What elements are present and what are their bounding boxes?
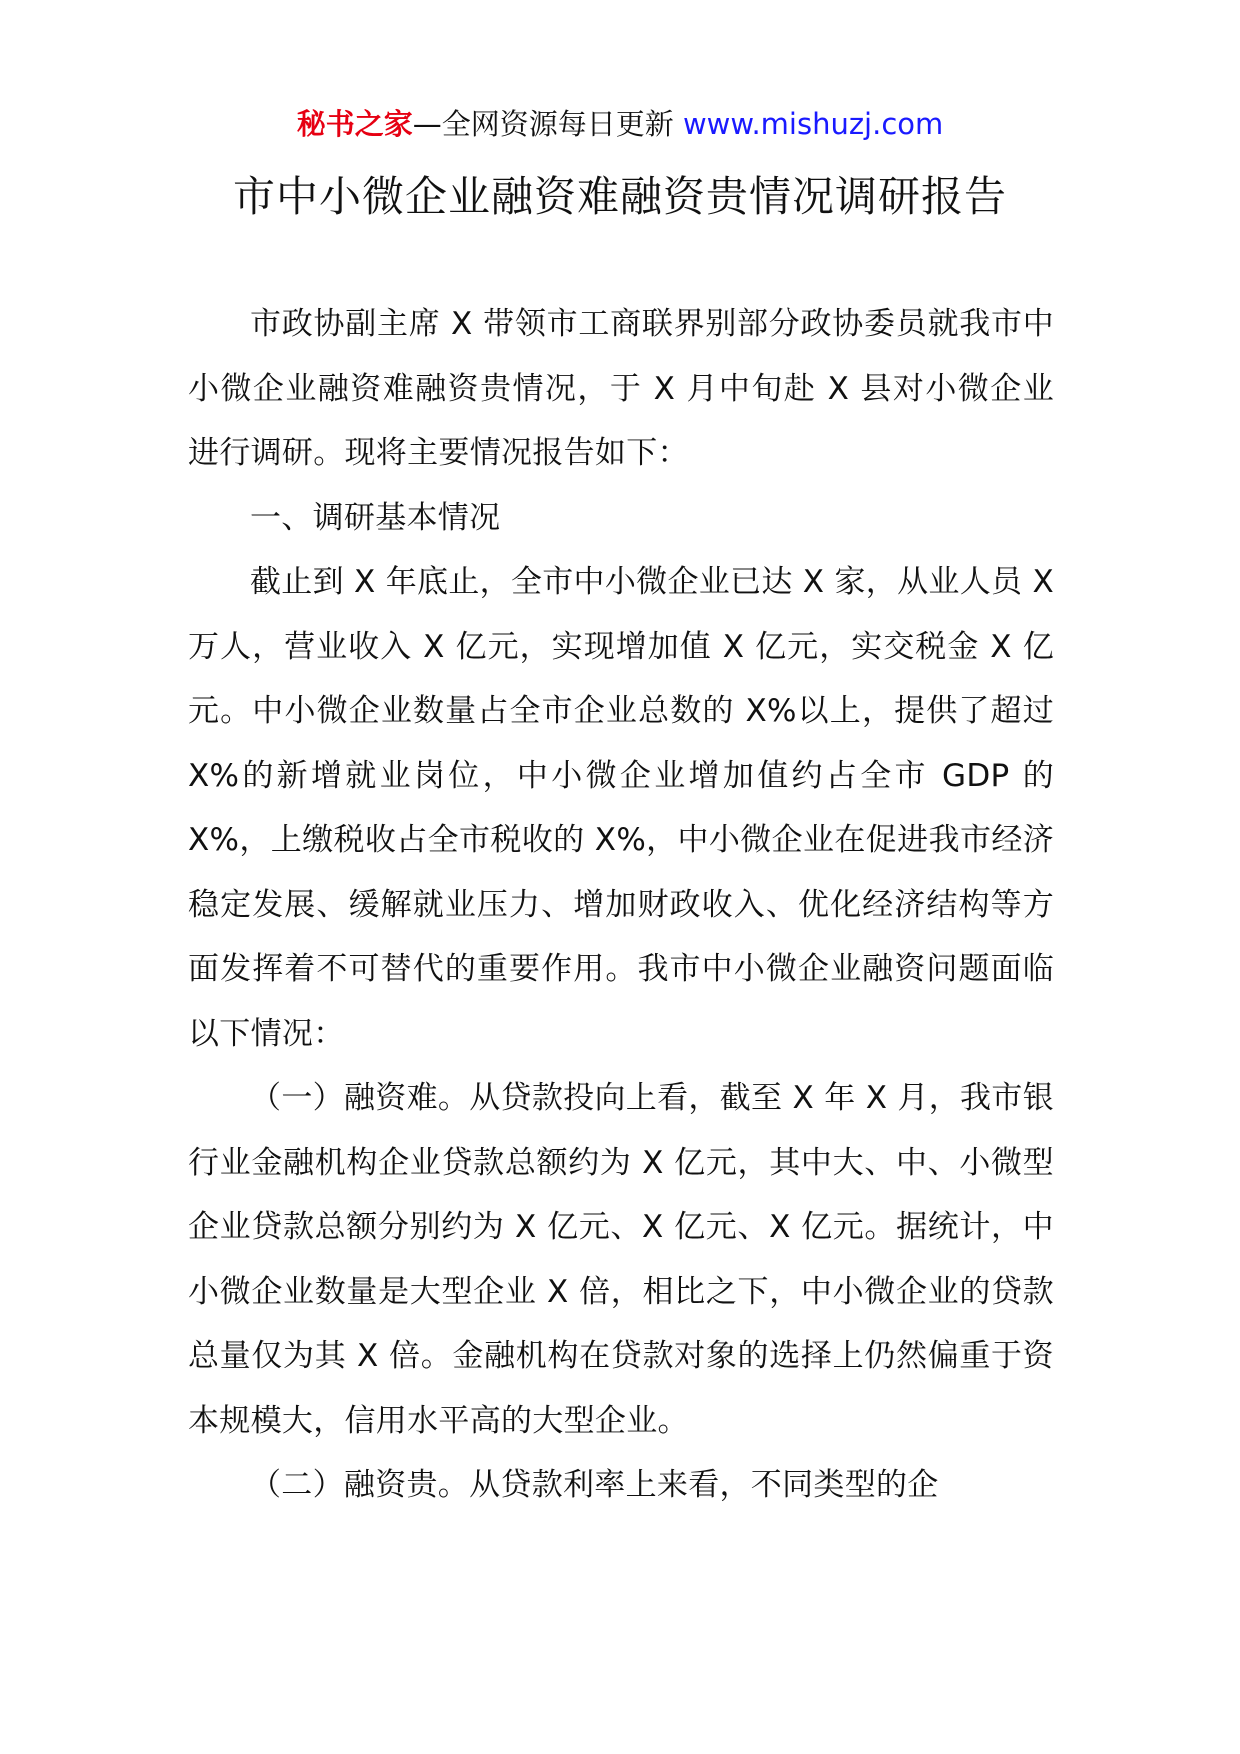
body-paragraph: （二）融资贵。从贷款利率上来看，不同类型的企 [250,1467,939,1503]
document-title: 市中小微企业融资难融资贵情况调研报告 [232,172,1007,221]
intro-paragraph: 市政协副主席 X 带领市工商联界别部分政协委员就我市中小微企业融资难融资贵情况，于 X 月中旬赴 X 县对小微企业进行调研。现将主要情况报告如下： [188,306,1054,471]
site-tagline: —全网资源每日更新 [412,107,674,141]
document-body [188,292,1054,1518]
site-url-link[interactable]: www.mishuzj.com [682,107,944,141]
site-header [0,104,1240,144]
section-heading: 一、调研基本情况 [250,499,501,536]
site-brand: 秘书之家 [296,107,413,141]
body-paragraph: 截止到 X 年底止，全市中小微企业已达 X 家，从业人员 X 万人，营业收入 X 亿元，实现增加值 X 亿元，实交税金 X 亿元。中小微企业数量占全市企业总数的 X%以上，提供了超过 X%的新增就业岗位，中小微企业增加值约占全市 GDP 的 X%，上缴税收占全市税收的 X%，中小微企业在促进我市经济稳定发展、缓解就业压力、增加财政收入、优化经济结构等方面发挥着不可替代的重要作用。我市中小微企业融资问题面临以下情况： [188,564,1054,1052]
body-paragraph: （一）融资难。从贷款投向上看，截至 X 年 X 月，我市银行业金融机构企业贷款总额约为 X 亿元，其中大、中、小微型企业贷款总额分别约为 X 亿元、X 亿元、X 亿元。据统计，中小微企业数量是大型企业 X 倍，相比之下，中小微企业的贷款总量仅为其 X 倍。金融机构在贷款对象的选择上仍然偏重于资本规模大，信用水平高的大型企业。 [188,1080,1054,1439]
